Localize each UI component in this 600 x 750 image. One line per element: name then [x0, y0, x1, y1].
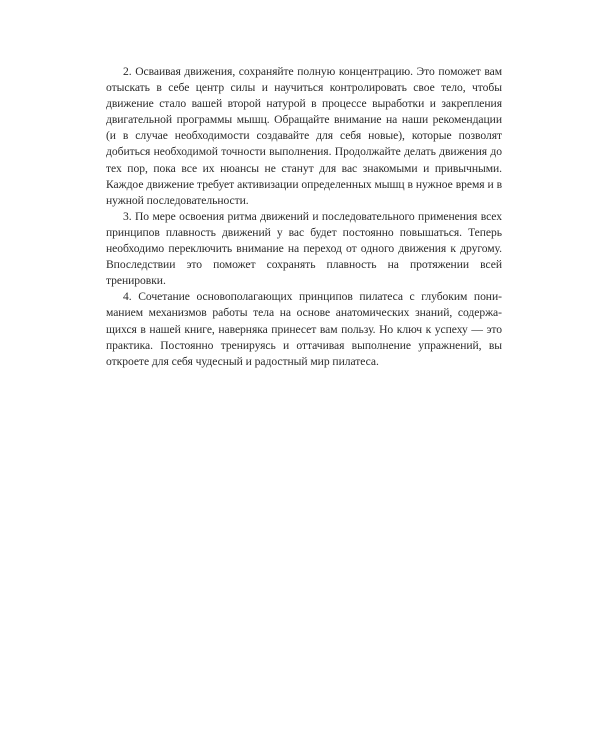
body-text [106, 64, 502, 370]
paragraph-2-concentration: 2. Осваивая движения, сохраняйте полную концентрацию. Это поможет вам отыскать в себе центр силы и научиться контролировать свое тело, чтобы движение стало вашей второй натурой в процессе выработки и закрепления двигательной программы мышц. Обращайте внимание на наши рекомендации (и в случае необходимости создавайте для себя новые), которые позволят добиться необходимой точности выполнения. Продолжайте делать движения до тех пор, пока все их нюансы не станут для вас знакомыми и привычными. Каждое движение требует активизации определенных мышц в нужное время и в нужной последовательности. [106, 65, 502, 207]
paragraph-4-practice: 4. Сочетание основополагающих принципов пилатеса с глубоким пониманием механизмов работы тела на основе анатомических знаний, содержащихся в нашей книге, наверняка принесет вам пользу. Но ключ к успеху — это практика. Постоянно тренируясь и оттачивая выполнение упражнений, вы откроете для себя чудесный и радостный мир пилатеса. [106, 290, 502, 368]
paragraph-3-flow: 3. По мере освоения ритма движений и последовательного применения всех принципов плавность движений у вас будет постоянно повышаться. Теперь необходимо переключить внимание на переход от одного движения к другому. Впоследствии это поможет сохранять плавность на протяжении всей тренировки. [106, 209, 502, 288]
